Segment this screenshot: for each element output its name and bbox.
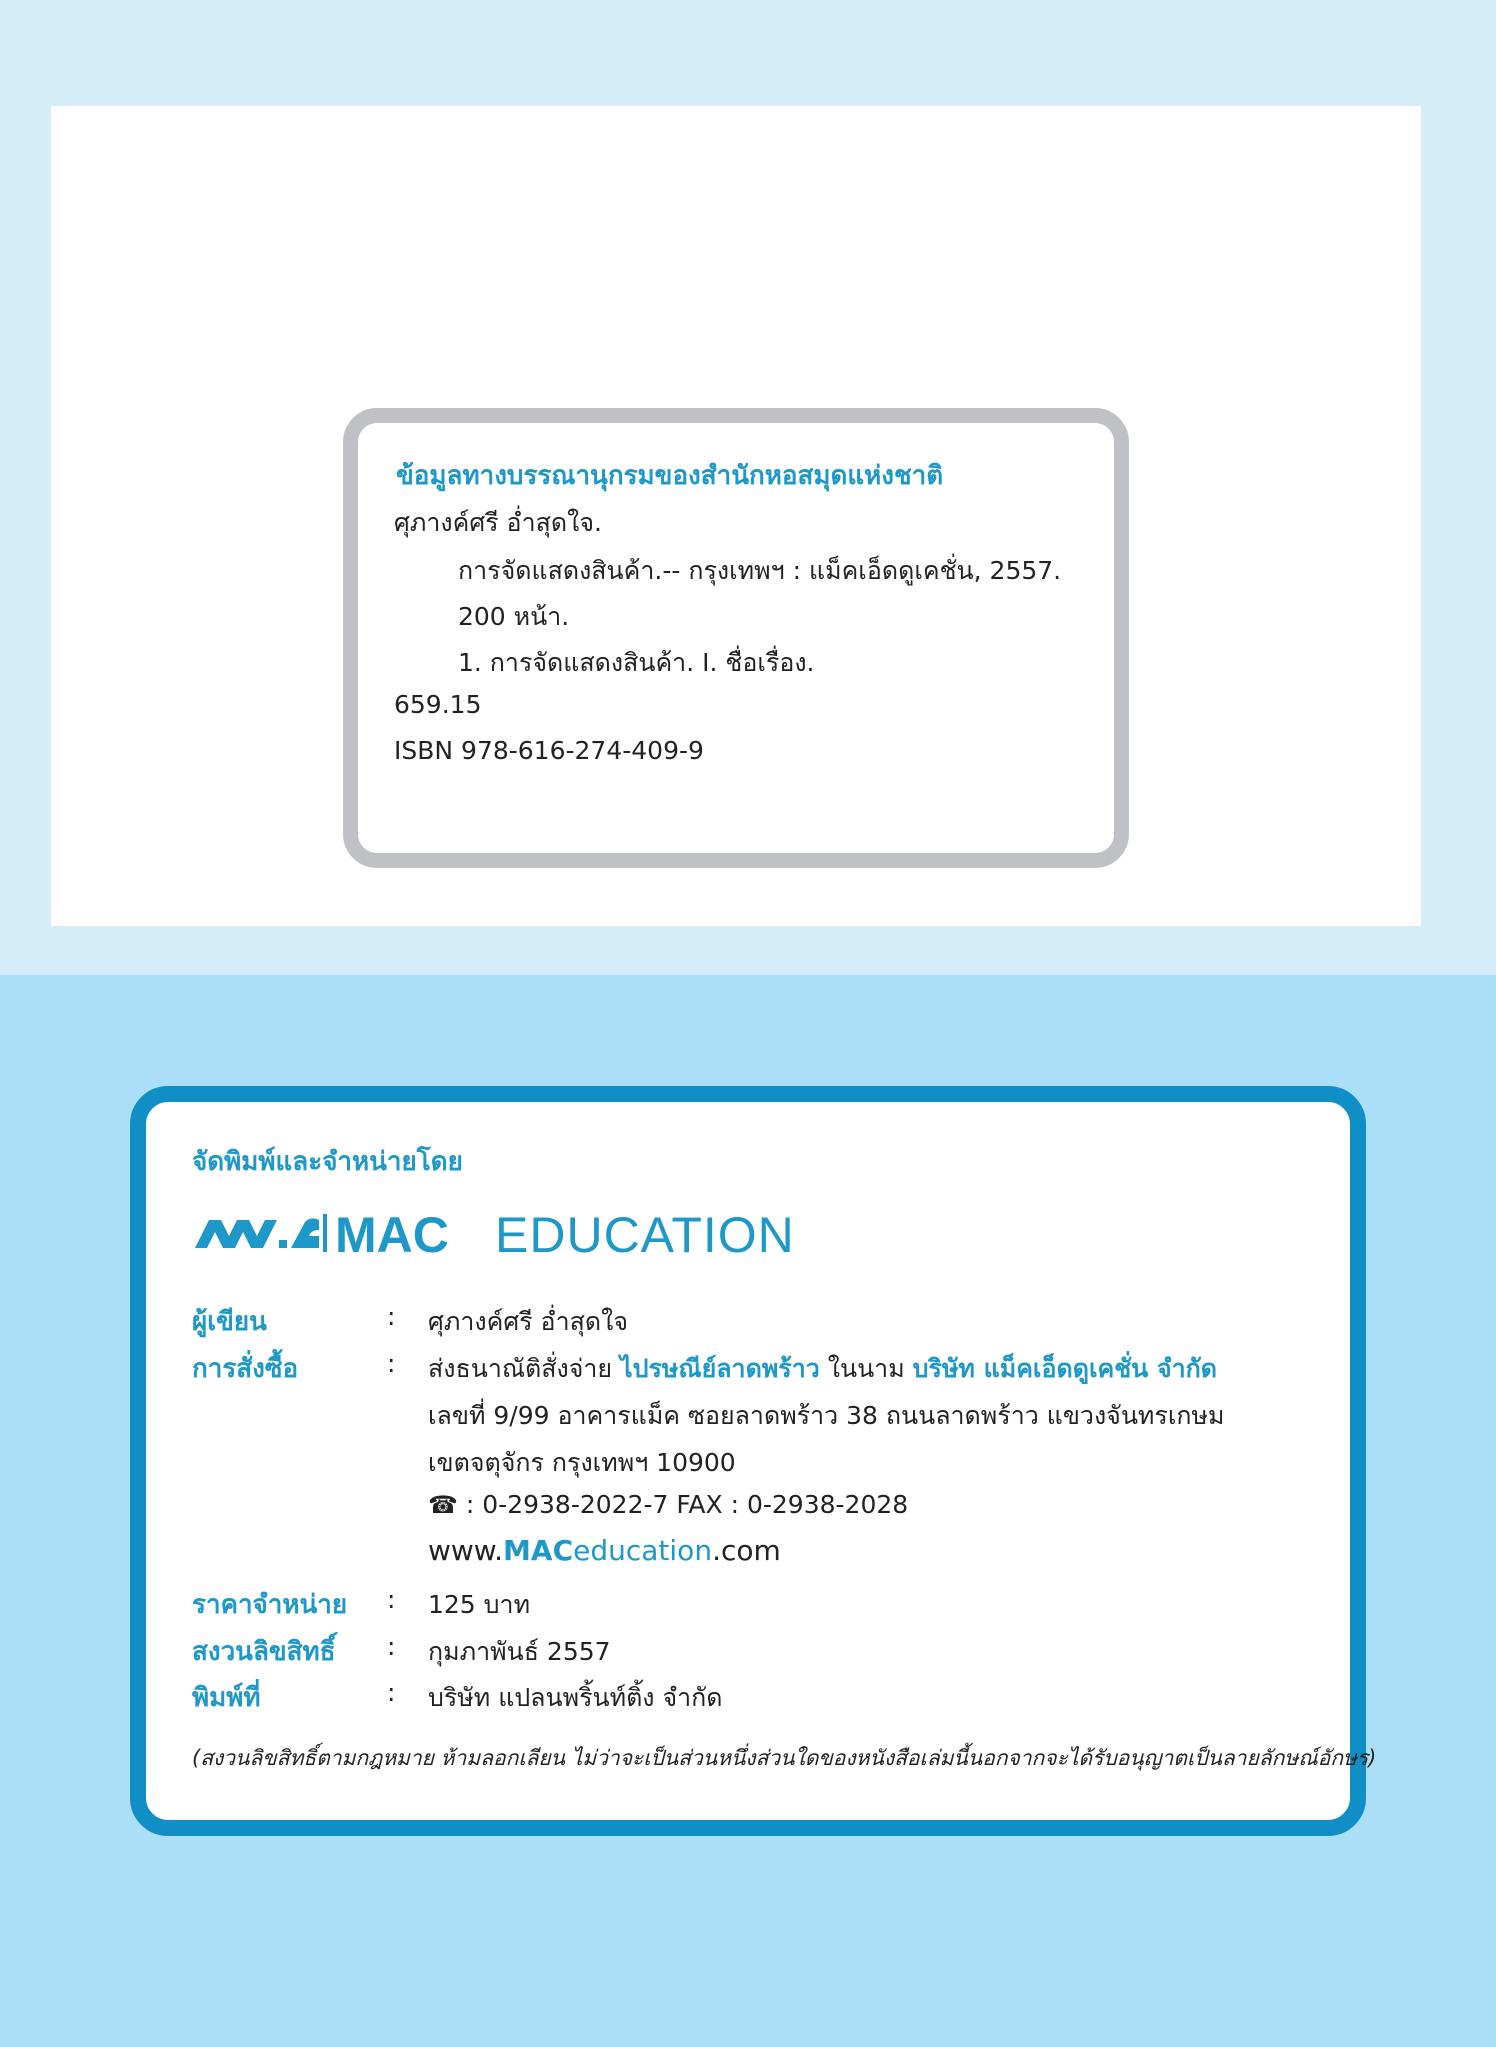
logo-text-education: EDUCATION	[495, 1207, 795, 1263]
author-label: ผู้เขียน	[192, 1307, 267, 1337]
author-value: ศุภางค์ศรี อ่ำสุดใจ	[428, 1307, 628, 1336]
phone-fax: : 0-2938-2022-7 FAX : 0-2938-2028	[465, 1490, 909, 1519]
cip-title-line: การจัดแสดงสินค้า.-- กรุงเทพฯ : แม็คเอ็ดดูเคชั่น, 2557.	[458, 556, 1062, 585]
web-mac: MAC	[503, 1534, 574, 1567]
cip-classification: 659.15	[394, 690, 482, 719]
order-value	[428, 1349, 1217, 1389]
cip-pages: 200 หน้า.	[458, 602, 570, 631]
price-value: 125 บาท	[428, 1590, 531, 1619]
cip-isbn: ISBN 978-616-274-409-9	[394, 736, 704, 765]
mac-mark-icon	[195, 1214, 327, 1252]
price-label: ราคาจำหน่าย	[192, 1590, 348, 1620]
order-inname: ในนาม	[827, 1354, 905, 1383]
author-colon: :	[387, 1302, 396, 1331]
order-company: บริษัท แม็คเอ็ดดูเคชั่น จำกัด	[912, 1354, 1218, 1383]
copyright-label: สงวนลิขสิทธิ์	[192, 1637, 336, 1667]
printer-colon: :	[387, 1678, 396, 1707]
cip-subject: 1. การจัดแสดงสินค้า. I. ชื่อเรื่อง.	[458, 648, 815, 677]
phone-line	[428, 1490, 908, 1519]
price-colon: :	[387, 1585, 396, 1614]
copyright-colon: :	[387, 1632, 396, 1661]
order-postoffice: ไปรษณีย์ลาดพร้าว	[620, 1354, 820, 1383]
website-link[interactable]	[428, 1534, 781, 1567]
printer-value: บริษัท แปลนพริ้นท์ติ้ง จำกัด	[428, 1683, 723, 1712]
web-prefix: www.	[428, 1534, 504, 1567]
order-colon: :	[387, 1349, 396, 1378]
mac-education-logo	[195, 1200, 835, 1270]
address-line-1: เลขที่ 9/99 อาคารแม็ค ซอยลาดพร้าว 38 ถนนลาดพร้าว แขวงจันทรเกษม	[428, 1401, 1225, 1430]
printer-label: พิมพ์ที่	[192, 1683, 261, 1713]
address-line-2: เขตจตุจักร กรุงเทพฯ 10900	[428, 1448, 736, 1477]
cip-title: ข้อมูลทางบรรณานุกรมของสำนักหอสมุดแห่งชาติ	[396, 461, 944, 491]
copyright-value: กุมภาพันธ์ 2557	[428, 1637, 611, 1666]
order-prefix: ส่งธนาณัติสั่งจ่าย	[428, 1354, 613, 1383]
cip-author: ศุภางค์ศรี อ่ำสุดใจ.	[394, 508, 602, 537]
publisher-frame	[130, 1086, 1366, 1836]
order-label: การสั่งซื้อ	[192, 1354, 299, 1384]
publisher-heading: จัดพิมพ์และจำหน่ายโดย	[192, 1147, 463, 1177]
telephone-icon: ☎	[428, 1491, 458, 1519]
web-edu: education	[573, 1534, 713, 1567]
logo-text-mac: MAC	[335, 1207, 449, 1263]
web-suffix: .com	[712, 1534, 781, 1567]
copyright-note: (สงวนลิขสิทธิ์ตามกฎหมาย ห้ามลอกเลียน ไม่ว่าจะเป็นส่วนหนึ่งส่วนใดของหนังสือเล่มนี้นอกจากจะได้รับอนุญาตเป็นลายลักษณ์อักษร)	[192, 1746, 1377, 1770]
